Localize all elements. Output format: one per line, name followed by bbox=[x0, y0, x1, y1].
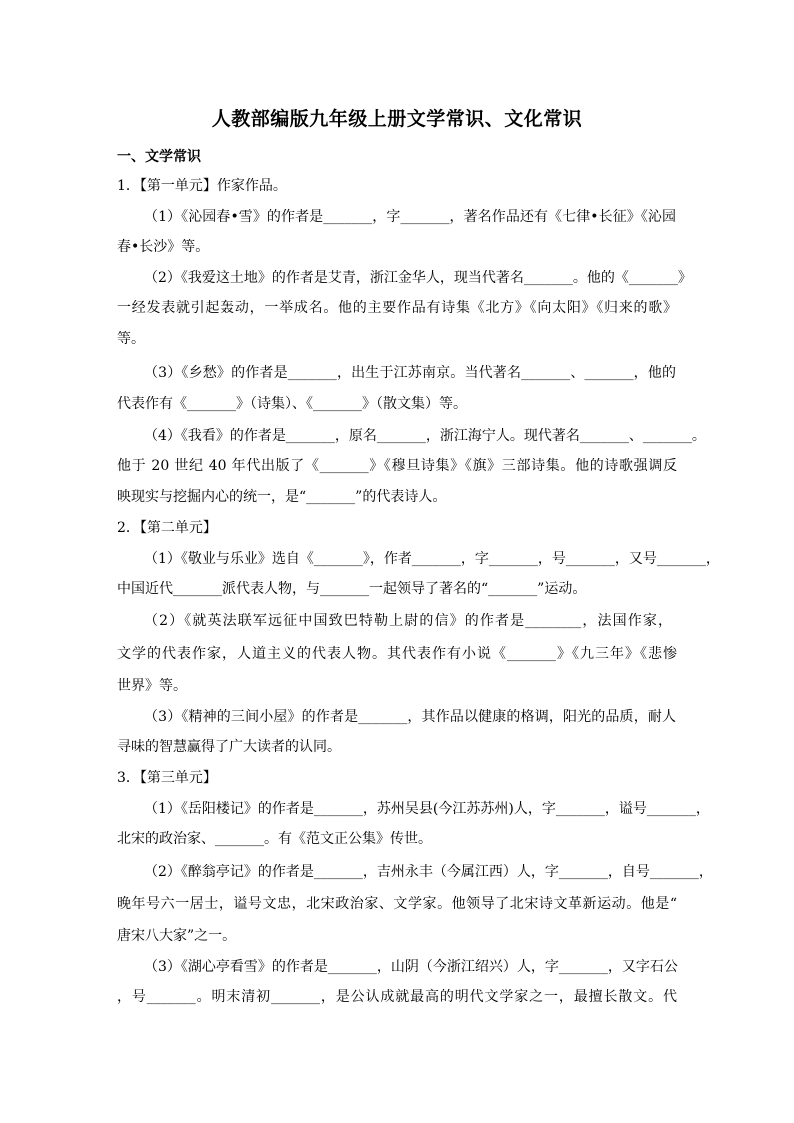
question-line: （2）《就英法联军远征中国致巴特勒上尉的信》的作者是________，法国作家， bbox=[144, 613, 672, 629]
section-heading: 一、文学常识 bbox=[117, 149, 201, 165]
question-line: 唐宋八大家”之一。 bbox=[117, 928, 237, 944]
question-line: 中国近代_______派代表人物，与_______一起领导了著名的“_______”运动。 bbox=[117, 581, 587, 597]
question-line: 他于 20 世纪 40 年代出版了《_______》《穆旦诗集》《旗》三部诗集。他的诗歌强调反 bbox=[117, 458, 677, 474]
question-line: （3）《湖心亭看雪》的作者是_______，山阴（今浙江绍兴）人，字_______，又字石公 bbox=[144, 959, 678, 975]
question-heading: 2．【第二单元】 bbox=[117, 520, 217, 536]
question-line: （4）《我看》的作者是_______，原名_______，浙江海宁人。现代著名_______、_______。 bbox=[144, 428, 706, 444]
question-line: 等。 bbox=[117, 331, 145, 347]
question-heading: 3．【第三单元】 bbox=[117, 770, 217, 786]
question-line: （2）《我爱这土地》的作者是艾青，浙江金华人，现当代著名_______。他的《_______》 bbox=[144, 270, 692, 286]
question-heading: 1．【第一单元】作家作品。 bbox=[117, 178, 287, 194]
question-line: （3）《精神的三间小屋》的作者是_______，其作品以健康的格调，阳光的品质，耐人 bbox=[144, 709, 676, 725]
question-line: 文学的代表作家，人道主义的代表人物。其代表作有小说《_______》《九三年》《悲惨 bbox=[117, 646, 677, 662]
question-line: 代表作有《_______》（诗集）、《_______》（散文集）等。 bbox=[117, 396, 467, 412]
question-line: （2）《醉翁亭记》的作者是_______，吉州永丰（今属江西）人，字_______，自号_______， bbox=[144, 864, 713, 880]
question-line: 春•长沙》等。 bbox=[117, 239, 210, 255]
question-line: 寻味的智慧赢得了广大读者的认同。 bbox=[117, 739, 341, 755]
question-line: （1）《敬业与乐业》选自《_______》，作者_______，字_______，号_______，又号_______， bbox=[144, 551, 720, 567]
page-title: 人教部编版九年级上册文学常识、文化常识 bbox=[211, 108, 583, 130]
question-line: 一经发表就引起轰动，一举成名。他的主要作品有诗集《北方》《向太阳》《归来的歌》 bbox=[117, 300, 677, 316]
question-line: 映现实与挖掘内心的统一，是“_______”的代表诗人。 bbox=[117, 489, 447, 505]
question-line: （1）《沁园春•雪》的作者是_______，字_______，著名作品还有《七律•长征》《沁园 bbox=[144, 209, 676, 225]
question-line: 北宋的政治家、_______。有《范文正公集》传世。 bbox=[117, 831, 432, 847]
question-line: 世界》等。 bbox=[117, 678, 187, 694]
question-line: （1）《岳阳楼记》的作者是_______，苏州吴县(今江苏苏州)人，字_______，谥号_______， bbox=[144, 801, 710, 817]
question-line: 晚年号六一居士，谥号文忠，北宋政治家、文学家。他领导了北宋诗文革新运动。他是“ bbox=[117, 896, 677, 912]
question-line: ，号_______。明末清初_______，是公认成就最高的明代文学家之一，最擅长散文。代 bbox=[117, 989, 677, 1005]
question-line: （3）《乡愁》的作者是_______，出生于江苏南京。当代著名_______、_______，他的 bbox=[144, 365, 676, 381]
